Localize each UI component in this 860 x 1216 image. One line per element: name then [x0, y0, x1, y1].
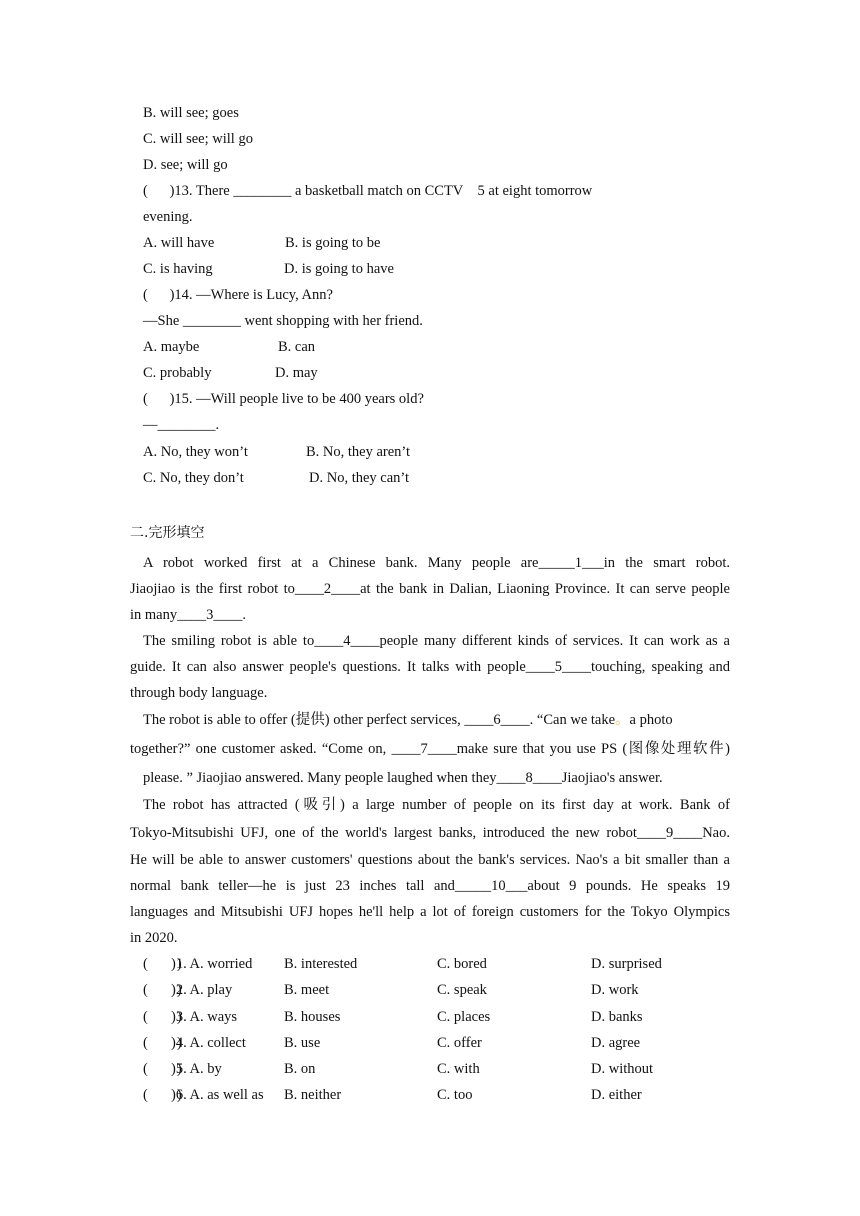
passage-p4-line2: Tokyo-Mitsubishi UFJ, one of the world's largest banks, introduced the new robot____9____Nao. — [130, 825, 730, 841]
option-a: )5. A. by — [171, 1061, 222, 1077]
q14-stem-cont: —She ________ went shopping with her friend. — [143, 313, 423, 329]
section-heading: 二.完形填空 — [130, 525, 205, 541]
option-d: D. either — [591, 1087, 642, 1103]
passage-p4-line5: languages and Mitsubishi UFJ hopes he'll help a lot of foreign customers for the Tokyo Olympics — [130, 904, 730, 920]
option-d: D. surprised — [591, 956, 662, 972]
q13-option-a: A. will have — [143, 235, 215, 251]
answer-blank: ( ) — [143, 956, 182, 972]
passage-p3-line3: please. ” Jiaojiao answered. Many people laughed when they____8____Jiaojiao's answer. — [143, 770, 663, 786]
passage-p2-line3: through body language. — [130, 685, 268, 701]
answer-blank: ( ) — [143, 1035, 182, 1051]
q12-option-d: D. see; will go — [143, 157, 228, 173]
option-d: D. work — [591, 982, 639, 998]
option-b: B. neither — [284, 1087, 342, 1103]
q14-option-b: B. can — [278, 339, 316, 355]
passage-p2-line1: The smiling robot is able to____4____people many different kinds of services. It can work as a — [143, 633, 730, 649]
q13-option-c: C. is having — [143, 261, 213, 277]
q13-stem-cont: evening. — [143, 209, 193, 225]
option-a: )2. A. play — [171, 982, 233, 998]
q14-option-a: A. maybe — [143, 339, 200, 355]
q14-option-c: C. probably — [143, 365, 212, 381]
q14-option-d: D. may — [275, 365, 318, 381]
option-a: )3. A. ways — [171, 1009, 238, 1025]
passage-p4-line3: He will be able to answer customers' questions about the bank's services. Nao's a bit smaller than a — [130, 852, 730, 868]
option-c: C. with — [437, 1061, 480, 1077]
q15-option-d: D. No, they can’t — [309, 470, 409, 486]
passage-p3-line1-text: The robot is able to offer (提供) other perfect services, ____6____. “Can we take — [143, 712, 616, 728]
q15-option-b: B. No, they aren’t — [306, 444, 411, 460]
passage-p4-line6: in 2020. — [130, 930, 178, 946]
q15-option-a: A. No, they won’t — [143, 444, 248, 460]
q13-stem: ( )13. There ________ a basketball match on CCTV 5 at eight tomorrow — [143, 183, 593, 199]
passage-p4-line1: The robot has attracted (吸引) a large number of people on its first day at work. Bank of — [143, 797, 730, 813]
option-a: )4. A. collect — [171, 1035, 246, 1051]
passage-p1-line1: A robot worked first at a Chinese bank. Many people are_____1___in the smart robot. — [143, 555, 730, 571]
decorative-dot: 。 — [615, 712, 630, 728]
passage-p3-line1-end: a photo — [629, 712, 673, 728]
option-b: B. houses — [284, 1009, 341, 1025]
option-c: C. places — [437, 1009, 491, 1025]
q12-option-c: C. will see; will go — [143, 131, 253, 147]
option-b: B. meet — [284, 982, 330, 998]
answer-blank: ( ) — [143, 982, 182, 998]
option-d: D. banks — [591, 1009, 643, 1025]
option-d: D. without — [591, 1061, 654, 1077]
answer-blank: ( ) — [143, 1061, 182, 1077]
option-c: C. too — [437, 1087, 473, 1103]
option-b: B. on — [284, 1061, 316, 1077]
q15-stem: ( )15. —Will people live to be 400 years old? — [143, 391, 424, 407]
q15-option-c: C. No, they don’t — [143, 470, 244, 486]
q13-option-d: D. is going to have — [284, 261, 394, 277]
passage-p1-line2: Jiaojiao is the first robot to____2____at the bank in Dalian, Liaoning Province. It can serve people — [130, 581, 730, 597]
option-b: B. use — [284, 1035, 321, 1051]
answer-blank: ( ) — [143, 1087, 182, 1103]
passage-p4-line4: normal bank teller—he is just 23 inches tall and_____10___about 9 pounds. He speaks 19 — [130, 878, 730, 894]
q12-option-b: B. will see; goes — [143, 105, 239, 121]
passage-p3-line1 — [143, 711, 673, 729]
option-b: B. interested — [284, 956, 358, 972]
option-a: )6. A. as well as — [171, 1087, 264, 1103]
answer-blank: ( ) — [143, 1009, 182, 1025]
q13-option-b: B. is going to be — [285, 235, 381, 251]
option-c: C. offer — [437, 1035, 482, 1051]
option-c: C. bored — [437, 956, 487, 972]
passage-p2-line2: guide. It can also answer people's questions. It talks with people____5____touching, speaking and — [130, 659, 730, 675]
passage-p3-line2: together?” one customer asked. “Come on, ____7____make sure that you use PS (图像处理软件) — [130, 741, 730, 757]
option-a: )1. A. worried — [171, 956, 253, 972]
q14-stem: ( )14. —Where is Lucy, Ann? — [143, 287, 333, 303]
option-d: D. agree — [591, 1035, 641, 1051]
option-c: C. speak — [437, 982, 487, 998]
q15-stem-cont: —________. — [143, 417, 220, 433]
passage-p1-line3: in many____3____. — [130, 607, 246, 623]
